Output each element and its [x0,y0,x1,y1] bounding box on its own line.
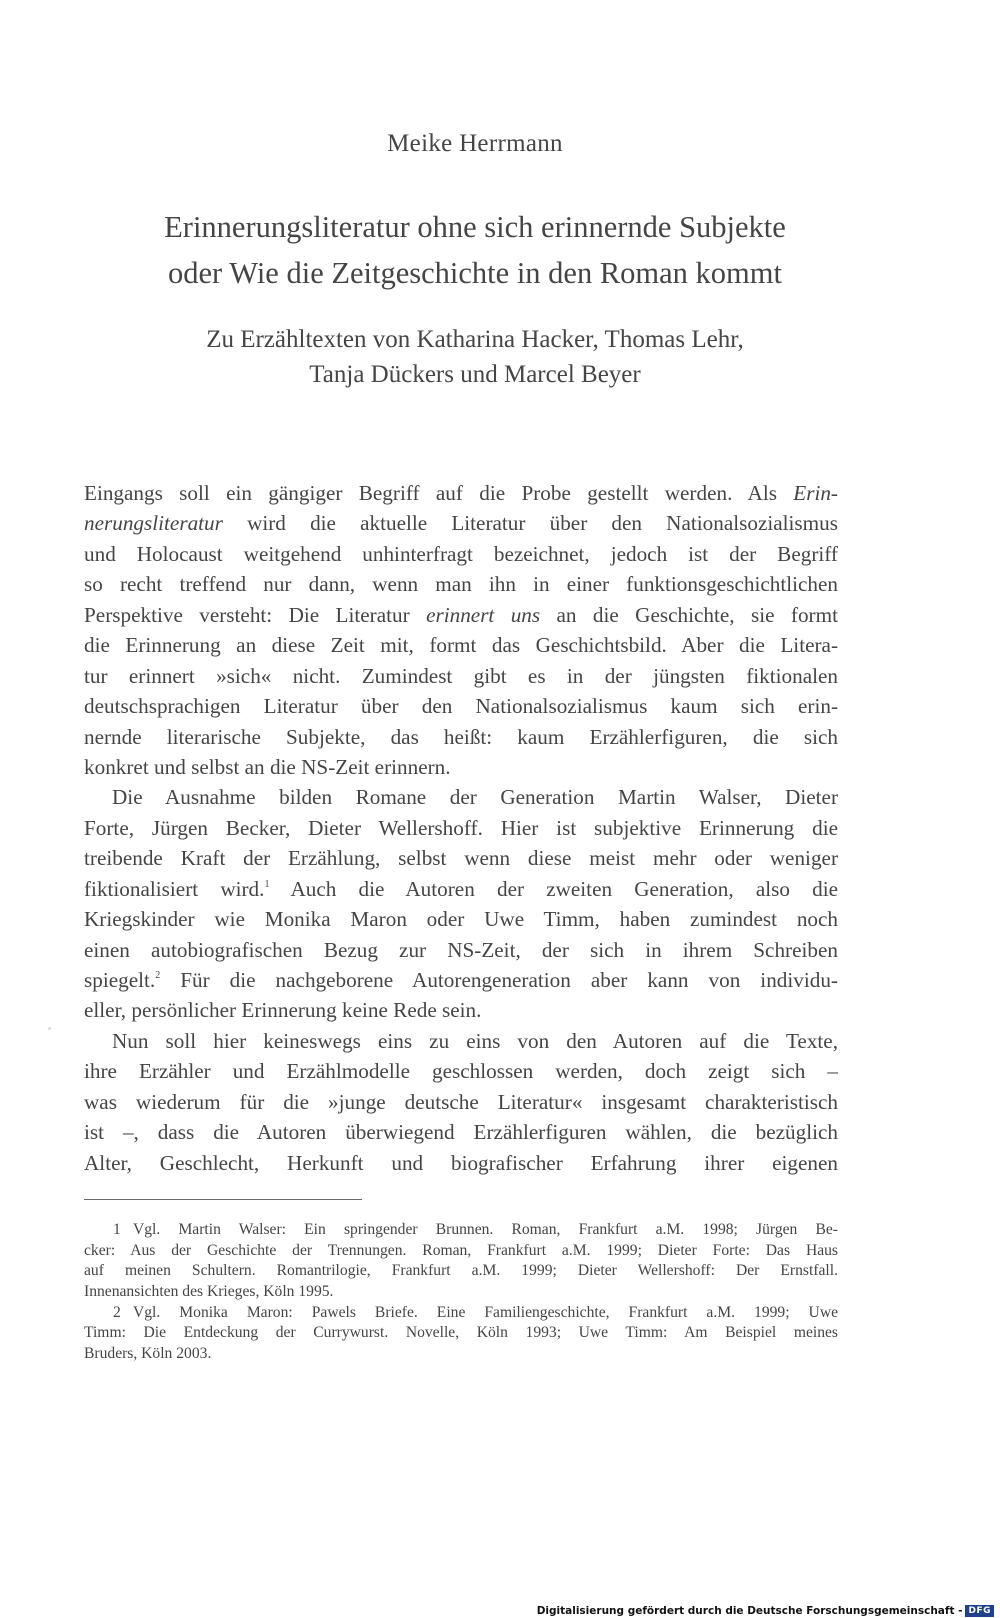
digitization-watermark [537,1605,994,1617]
text-line: Forte, Jürgen Becker, Dieter Wellershoff. Hier ist subjektive Erinnerung die [84,815,838,840]
footnote-ref[interactable]: 1 [264,878,270,890]
text-line: die Erinnerung an diese Zeit mit, formt das Geschichtsbild. Aber die Litera- [84,633,838,658]
text-line: Kriegskinder wie Monika Maron oder Uwe Timm, haben zumindest noch [84,907,838,932]
footnote-line: Innenansichten des Krieges, Köln 1995. [84,1283,334,1301]
subtitle-line: Tanja Dückers und Marcel Beyer [309,361,641,388]
text-line: was wiederum für die »junge deutsche Literatur« insgesamt charakteristisch [84,1089,838,1114]
title-line: oder Wie die Zeitgeschichte in den Roman kommt [168,256,782,290]
emphasis-text: nerungsliteratur [84,511,223,536]
title-line: Erinnerungsliteratur ohne sich erinnernde Subjekte [164,210,786,244]
text-line: Die Ausnahme bilden Romane der Generation Martin Walser, Dieter [112,785,838,810]
text-run: Perspektive versteht: Die Literatur [84,602,427,627]
emphasis-text: erinnert uns [426,602,541,627]
text-line: einen autobiografischen Bezug zur NS-Zeit, der sich in ihrem Schreiben [84,937,838,962]
text-line [84,965,838,995]
dfg-logo-icon: DFG [965,1605,994,1617]
text-line: und Holocaust weitgehend unhinterfragt bezeichnet, jedoch ist der Begriff [84,541,838,566]
footnote-number: 1 [113,1221,121,1238]
text-line [84,600,838,630]
footnote-line [84,1303,838,1324]
text-line: so recht treffend nur dann, wenn man ihn in einer funktionsgeschichtlichen [84,572,838,597]
text-line: ihre Erzähler und Erzählmodelle geschlossen werden, doch zeigt sich – [84,1059,838,1084]
scan-speck [48,1027,51,1030]
body-text [84,478,838,1178]
text-line [84,508,838,538]
footnote-line: auf meinen Schultern. Romantrilogie, Frankfurt a.M. 1999; Dieter Wellershoff: Der Ernstfall. [84,1262,838,1280]
footnote-text: Vgl. Monika Maron: Pawels Briefe. Eine Familiengeschichte, Frankfurt a.M. 1999; Uwe [133,1303,838,1321]
subtitle-line: Zu Erzähltexten von Katharina Hacker, Thomas Lehr, [206,326,744,353]
text-run: Eingangs soll ein gängiger Begriff auf die Probe gestellt werden. Als [84,481,794,505]
text-line: Nun soll hier keineswegs eins zu eins von den Autoren auf die Texte, [112,1028,838,1053]
footnote-number: 2 [113,1303,121,1321]
text-line: nernde literarische Subjekte, das heißt: kaum Erzählerfiguren, die sich [84,724,838,749]
footnote-line: Bruders, Köln 2003. [84,1345,212,1363]
footnote-line [84,1220,838,1241]
footnote-line: cker: Aus der Geschichte der Trennungen. Roman, Frankfurt a.M. 1999; Dieter Forte: Das Haus [84,1241,838,1259]
text-line: konkret und selbst an die NS-Zeit erinnern. [84,754,451,779]
text-line [84,874,838,904]
text-line: tur erinnert »sich« nicht. Zumindest gibt es in der jüngsten fiktionalen [84,663,838,688]
text-run: spiegelt. [84,968,156,992]
footnote-line: Timm: Die Entdeckung der Currywurst. Novelle, Köln 1993; Uwe Timm: Am Beispiel meines [84,1324,838,1342]
footnotes [84,1220,838,1365]
text-run: Auch die Autoren der zweiten Generation, also die [269,876,838,901]
author-name: Meike Herrmann [387,130,563,157]
article-subtitle [0,322,950,392]
text-line: Alter, Geschlecht, Herkunft und biografischer Erfahrung ihrer eigenen [84,1150,838,1175]
emphasis-text: Erin- [793,481,838,505]
watermark-text: Digitalisierung gefördert durch die Deutsche Forschungsgemeinschaft - [536,1605,963,1617]
text-run: wird die aktuelle Literatur über den Nationalsozialismus [222,511,838,536]
text-line: eller, persönlicher Erinnerung keine Rede sein. [84,998,482,1023]
text-line: deutschsprachigen Literatur über den Nationalsozialismus kaum sich erin- [84,694,838,719]
text-line: ist –, dass die Autoren überwiegend Erzählerfiguren wählen, die bezüglich [84,1120,838,1145]
text-line: treibende Kraft der Erzählung, selbst wenn diese meist mehr oder weniger [84,846,838,871]
text-run: an die Geschichte, sie formt [540,602,838,627]
text-line [84,478,838,508]
footnote-divider [84,1199,362,1200]
footnote-ref[interactable]: 2 [155,970,161,981]
footnote-text: Vgl. Martin Walser: Ein springender Brunnen. Roman, Frankfurt a.M. 1998; Jürgen Be- [133,1221,838,1238]
text-run: fiktionalisiert wird. [84,876,265,901]
text-run: Für die nachgeborene Autorengeneration aber kann von individu- [160,968,838,992]
article-title [0,204,950,296]
